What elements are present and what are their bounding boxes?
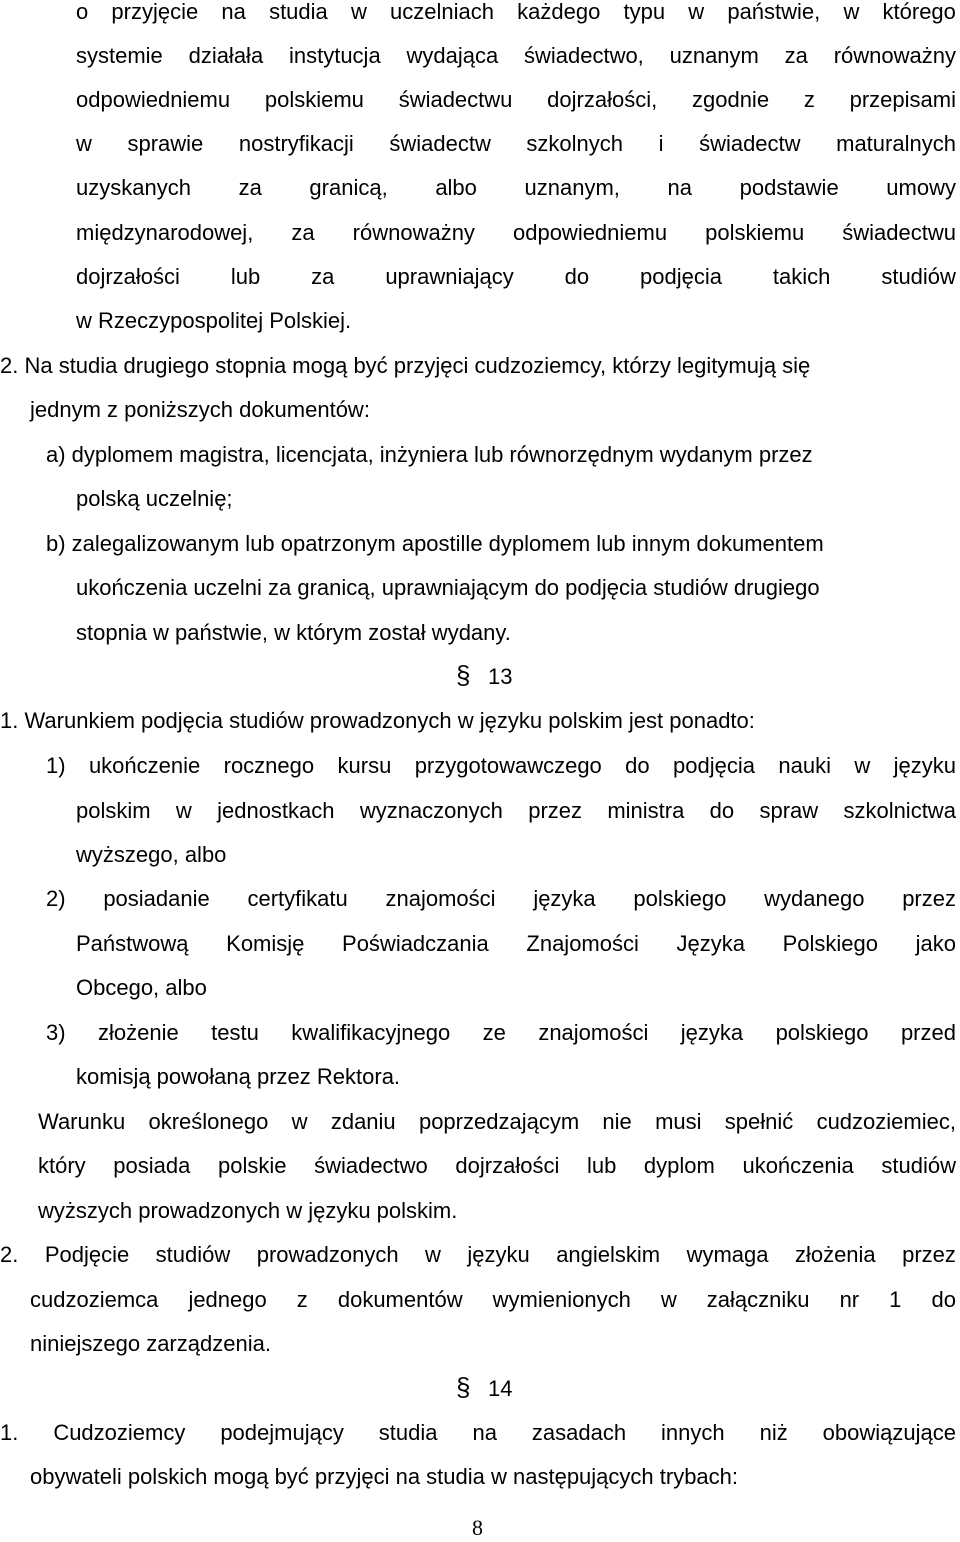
word: dojrzałości	[76, 264, 180, 289]
word: lub	[586, 1153, 617, 1178]
word: nr	[839, 1287, 860, 1312]
word: złożenia	[794, 1242, 876, 1267]
word: dojrzałości,	[547, 87, 658, 112]
word: wydanego	[764, 886, 865, 911]
word: w	[854, 753, 871, 778]
word: Podjęcie	[44, 1242, 130, 1267]
text-line	[38, 1108, 956, 1136]
text-line: niniejszego zarządzenia.	[30, 1331, 271, 1356]
section-number: 13	[488, 664, 513, 689]
text-line: wyższych prowadzonych w języku polskim.	[38, 1198, 458, 1223]
word: polskiemu	[705, 220, 805, 245]
word: państwie,	[727, 0, 821, 24]
word: Znajomości	[526, 931, 639, 956]
section-heading-13	[454, 660, 513, 691]
word: jednostkach	[217, 798, 335, 823]
word: uznanym	[669, 43, 759, 68]
word: polskiemu	[264, 87, 364, 112]
text-line	[76, 130, 956, 158]
word: polskiego	[775, 1020, 869, 1045]
word: przed	[900, 1020, 956, 1045]
word: dyplom	[643, 1153, 715, 1178]
word: polskim	[76, 798, 151, 823]
word: wyznaczonych	[359, 798, 503, 823]
list-item	[46, 752, 956, 780]
text-line: polską uczelnię;	[76, 486, 233, 511]
text-line	[76, 263, 956, 291]
word: świadectwo,	[523, 43, 644, 68]
word: podjęcia	[673, 753, 755, 778]
word: takich	[772, 264, 831, 289]
word: odpowiedniemu	[76, 87, 231, 112]
word: odpowiedniemu	[512, 220, 668, 245]
word: certyfikatu	[247, 886, 348, 911]
word: innych	[661, 1420, 725, 1445]
word: posiadanie	[103, 886, 210, 911]
word: z	[296, 1287, 308, 1312]
word: przez	[528, 798, 583, 823]
word: Warunku	[38, 1109, 126, 1134]
word: przez	[902, 1242, 956, 1267]
word: spełnić	[724, 1109, 794, 1134]
word: polskiego	[633, 886, 727, 911]
word: zgodnie	[691, 87, 770, 112]
text-line: wyższego, albo	[76, 842, 227, 867]
word: wymienionych	[492, 1287, 631, 1312]
text-line	[30, 1286, 956, 1314]
word: typu	[623, 0, 666, 24]
text-line: 2. Na studia drugiego stopnia mogą być przyjęci cudzoziemcy, którzy legitymują się	[0, 353, 811, 378]
word: instytucja	[288, 43, 381, 68]
text-line	[76, 86, 956, 114]
word: podstawie	[739, 175, 839, 200]
word: w	[843, 0, 860, 24]
word: którego	[882, 0, 956, 24]
word: podejmujący	[220, 1420, 344, 1445]
word: nostryfikacji	[238, 131, 354, 156]
word: spraw	[759, 798, 819, 823]
word: za	[291, 220, 315, 245]
word: przyjęcie	[111, 0, 199, 24]
word: 2.	[0, 1242, 19, 1267]
word: 3)	[46, 1020, 66, 1045]
word: uznanym,	[524, 175, 620, 200]
word: i	[658, 131, 664, 156]
word: obowiązujące	[822, 1420, 956, 1445]
text-line	[38, 1152, 956, 1180]
list-item: a) dyplomem magistra, licencjata, inżyniera lub równorzędnym wydanym przez	[46, 442, 813, 467]
word: Poświadczania	[342, 931, 489, 956]
word: na	[472, 1420, 497, 1445]
text-line: komisją powołaną przez Rektora.	[76, 1064, 401, 1089]
word: granicą,	[309, 175, 388, 200]
word: z	[803, 87, 815, 112]
word: Polskiego	[782, 931, 878, 956]
word: języku	[467, 1242, 530, 1267]
word: znajomości	[538, 1020, 649, 1045]
word: 2)	[46, 886, 66, 911]
word: za	[238, 175, 262, 200]
word: umowy	[886, 175, 956, 200]
word: nie	[602, 1109, 632, 1134]
word: studia	[269, 0, 328, 24]
word: maturalnych	[836, 131, 956, 156]
word: świadectwo	[314, 1153, 428, 1178]
word: do	[564, 264, 590, 289]
word: 1)	[46, 753, 66, 778]
text-line	[0, 1419, 956, 1447]
word: o	[76, 0, 89, 24]
word: angielskim	[556, 1242, 661, 1267]
word: Języka	[676, 931, 745, 956]
word: ministra	[607, 798, 685, 823]
word: działała	[188, 43, 264, 68]
word: ukończenie	[88, 753, 201, 778]
word: niż	[759, 1420, 788, 1445]
word: podjęcia	[640, 264, 722, 289]
word: Państwową	[76, 931, 189, 956]
word: studiów	[881, 264, 956, 289]
word: świadectw	[389, 131, 491, 156]
word: nauki	[778, 753, 831, 778]
word: równoważny	[352, 220, 475, 245]
word: Cudzoziemcy	[53, 1420, 186, 1445]
word: jednego	[188, 1287, 267, 1312]
word: do	[931, 1287, 956, 1312]
word: zdaniu	[330, 1109, 396, 1134]
word: testu	[211, 1020, 259, 1045]
text-line: ukończenia uczelni za granicą, uprawniającym do podjęcia studiów drugiego	[76, 575, 820, 600]
word: posiada	[113, 1153, 191, 1178]
section-heading-14	[454, 1372, 513, 1403]
word: złożenie	[97, 1020, 179, 1045]
word: w	[291, 1109, 308, 1134]
word: do	[625, 753, 650, 778]
text-line	[76, 219, 956, 247]
word: dojrzałości	[455, 1153, 560, 1178]
word: w	[350, 0, 367, 24]
word: załączniku	[706, 1287, 810, 1312]
word: wymaga	[686, 1242, 769, 1267]
word: sprawie	[127, 131, 204, 156]
word: przepisami	[849, 87, 956, 112]
word: 1	[889, 1287, 902, 1312]
word: studiów	[155, 1242, 231, 1267]
word: studiów	[881, 1153, 956, 1178]
page-number: 8	[472, 1515, 483, 1540]
text-line: obywateli polskich mogą być przyjęci na studia w następujących trybach:	[30, 1464, 739, 1489]
text-line: w Rzeczypospolitej Polskiej.	[76, 308, 352, 333]
word: cudzoziemca	[30, 1287, 159, 1312]
word: lub	[230, 264, 261, 289]
word: 1.	[0, 1420, 19, 1445]
word: kursu	[337, 753, 392, 778]
word: prowadzonych	[256, 1242, 399, 1267]
word: szkolnictwa	[843, 798, 956, 823]
section-sign: §	[456, 660, 471, 690]
word: wydająca	[406, 43, 499, 68]
word: równoważny	[833, 43, 956, 68]
word: międzynarodowej,	[76, 220, 254, 245]
section-number: 14	[488, 1376, 513, 1401]
text-line	[76, 797, 956, 825]
word: uprawniający	[385, 264, 514, 289]
text-line	[0, 1241, 956, 1269]
word: świadectwu	[398, 87, 513, 112]
word: dokumentów	[337, 1287, 463, 1312]
word: cudzoziemiec,	[816, 1109, 956, 1134]
word: szkolnych	[526, 131, 624, 156]
text-line: Obcego, albo	[76, 975, 207, 1000]
word: do	[709, 798, 735, 823]
word: musi	[655, 1109, 702, 1134]
text-line	[76, 0, 956, 26]
word: systemie	[76, 43, 163, 68]
word: kwalifikacyjnego	[291, 1020, 451, 1045]
word: języku	[893, 753, 956, 778]
word: języka	[533, 886, 596, 911]
word: w	[660, 1287, 677, 1312]
list-item	[46, 1019, 956, 1047]
word: jako	[915, 931, 956, 956]
word: zasadach	[531, 1420, 627, 1445]
word: rocznego	[223, 753, 315, 778]
word: który	[38, 1153, 86, 1178]
word: w	[175, 798, 192, 823]
word: ze	[482, 1020, 506, 1045]
word: za	[784, 43, 808, 68]
word: przez	[902, 886, 956, 911]
word: w	[76, 131, 92, 156]
word: znajomości	[385, 886, 496, 911]
word: w	[425, 1242, 441, 1267]
word: świadectwu	[842, 220, 956, 245]
word: na	[221, 0, 246, 24]
word: określonego	[148, 1109, 269, 1134]
word: w	[688, 0, 705, 24]
word: poprzedzającym	[418, 1109, 580, 1134]
section-sign: §	[456, 1372, 471, 1402]
word: uczelniach	[390, 0, 494, 24]
word: języka	[680, 1020, 744, 1045]
list-item	[46, 885, 956, 913]
text-line: 1. Warunkiem podjęcia studiów prowadzonych w języku polskim jest ponadto:	[0, 708, 755, 733]
word: za	[311, 264, 335, 289]
text-line: stopnia w państwie, w którym został wydany.	[76, 620, 511, 645]
word: każdego	[517, 0, 601, 24]
text-line	[76, 42, 956, 70]
word: polskie	[217, 1153, 287, 1178]
word: ukończenia	[742, 1153, 854, 1178]
word: na	[667, 175, 692, 200]
word: Komisję	[226, 931, 305, 956]
text-line: jednym z poniższych dokumentów:	[30, 397, 370, 422]
text-line	[76, 930, 956, 958]
list-item: b) zalegalizowanym lub opatrzonym apostille dyplomem lub innym dokumentem	[46, 531, 824, 556]
word: świadectw	[699, 131, 801, 156]
word: studia	[378, 1420, 438, 1445]
word: uzyskanych	[76, 175, 191, 200]
text-line	[76, 174, 956, 202]
word: przygotowawczego	[414, 753, 602, 778]
word: albo	[435, 175, 477, 200]
